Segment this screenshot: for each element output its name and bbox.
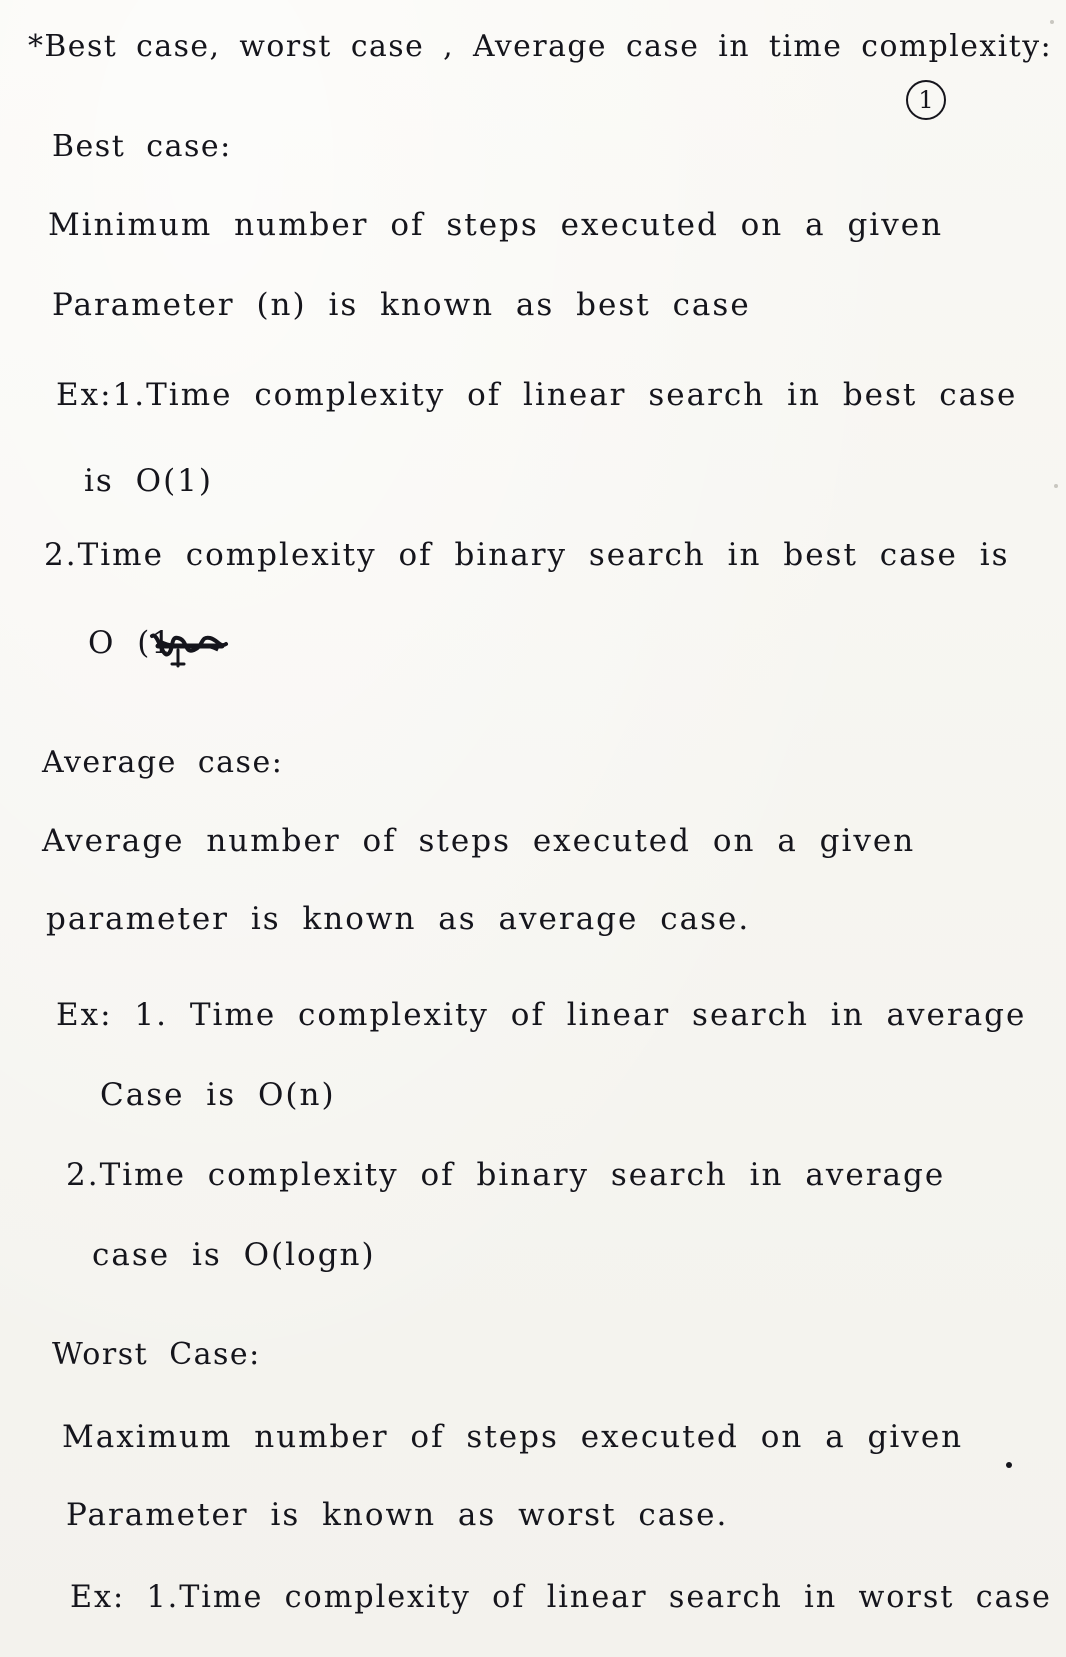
ink-dot bbox=[1006, 1462, 1012, 1468]
worst-case-definition-line1: Maximum number of steps executed on a given bbox=[62, 1419, 964, 1455]
average-case-heading: Average case: bbox=[42, 745, 284, 780]
page-number-circle: 1 bbox=[906, 80, 946, 120]
worst-case-definition-line2: Parameter is known as worst case. bbox=[66, 1497, 729, 1533]
crossed-out-scribble bbox=[148, 628, 230, 670]
best-case-example2-line1: 2.Time complexity of binary search in best case is bbox=[44, 537, 1010, 573]
paper-speck bbox=[1054, 484, 1058, 488]
best-case-example2-line2: O (1 bbox=[88, 625, 174, 661]
best-case-definition-line1: Minimum number of steps executed on a given bbox=[48, 207, 944, 243]
worst-case-heading: Worst Case: bbox=[52, 1337, 261, 1372]
average-case-definition-line2: parameter is known as average case. bbox=[46, 901, 751, 937]
average-case-example2-line1: 2.Time complexity of binary search in average bbox=[66, 1157, 946, 1193]
worst-case-example1-line1: Ex: 1.Time complexity of linear search in worst case bbox=[70, 1579, 1052, 1615]
best-case-heading: Best case: bbox=[52, 129, 232, 164]
page-title: *Best case, worst case , Average case in time complexity: bbox=[28, 29, 1053, 64]
average-case-definition-line1: Average number of steps executed on a given bbox=[42, 823, 916, 859]
average-case-example1-line1: Ex: 1. Time complexity of linear search in average bbox=[56, 997, 1027, 1033]
best-case-example1-line2: is O(1) bbox=[84, 463, 214, 499]
best-case-example1-line1: Ex:1.Time complexity of linear search in best case bbox=[56, 377, 1018, 413]
average-case-example1-line2: Case is O(n) bbox=[100, 1077, 336, 1113]
average-case-example2-line2: case is O(logn) bbox=[92, 1237, 376, 1273]
paper-speck bbox=[1050, 20, 1054, 24]
best-case-definition-line2: Parameter (n) is known as best case bbox=[52, 287, 751, 323]
